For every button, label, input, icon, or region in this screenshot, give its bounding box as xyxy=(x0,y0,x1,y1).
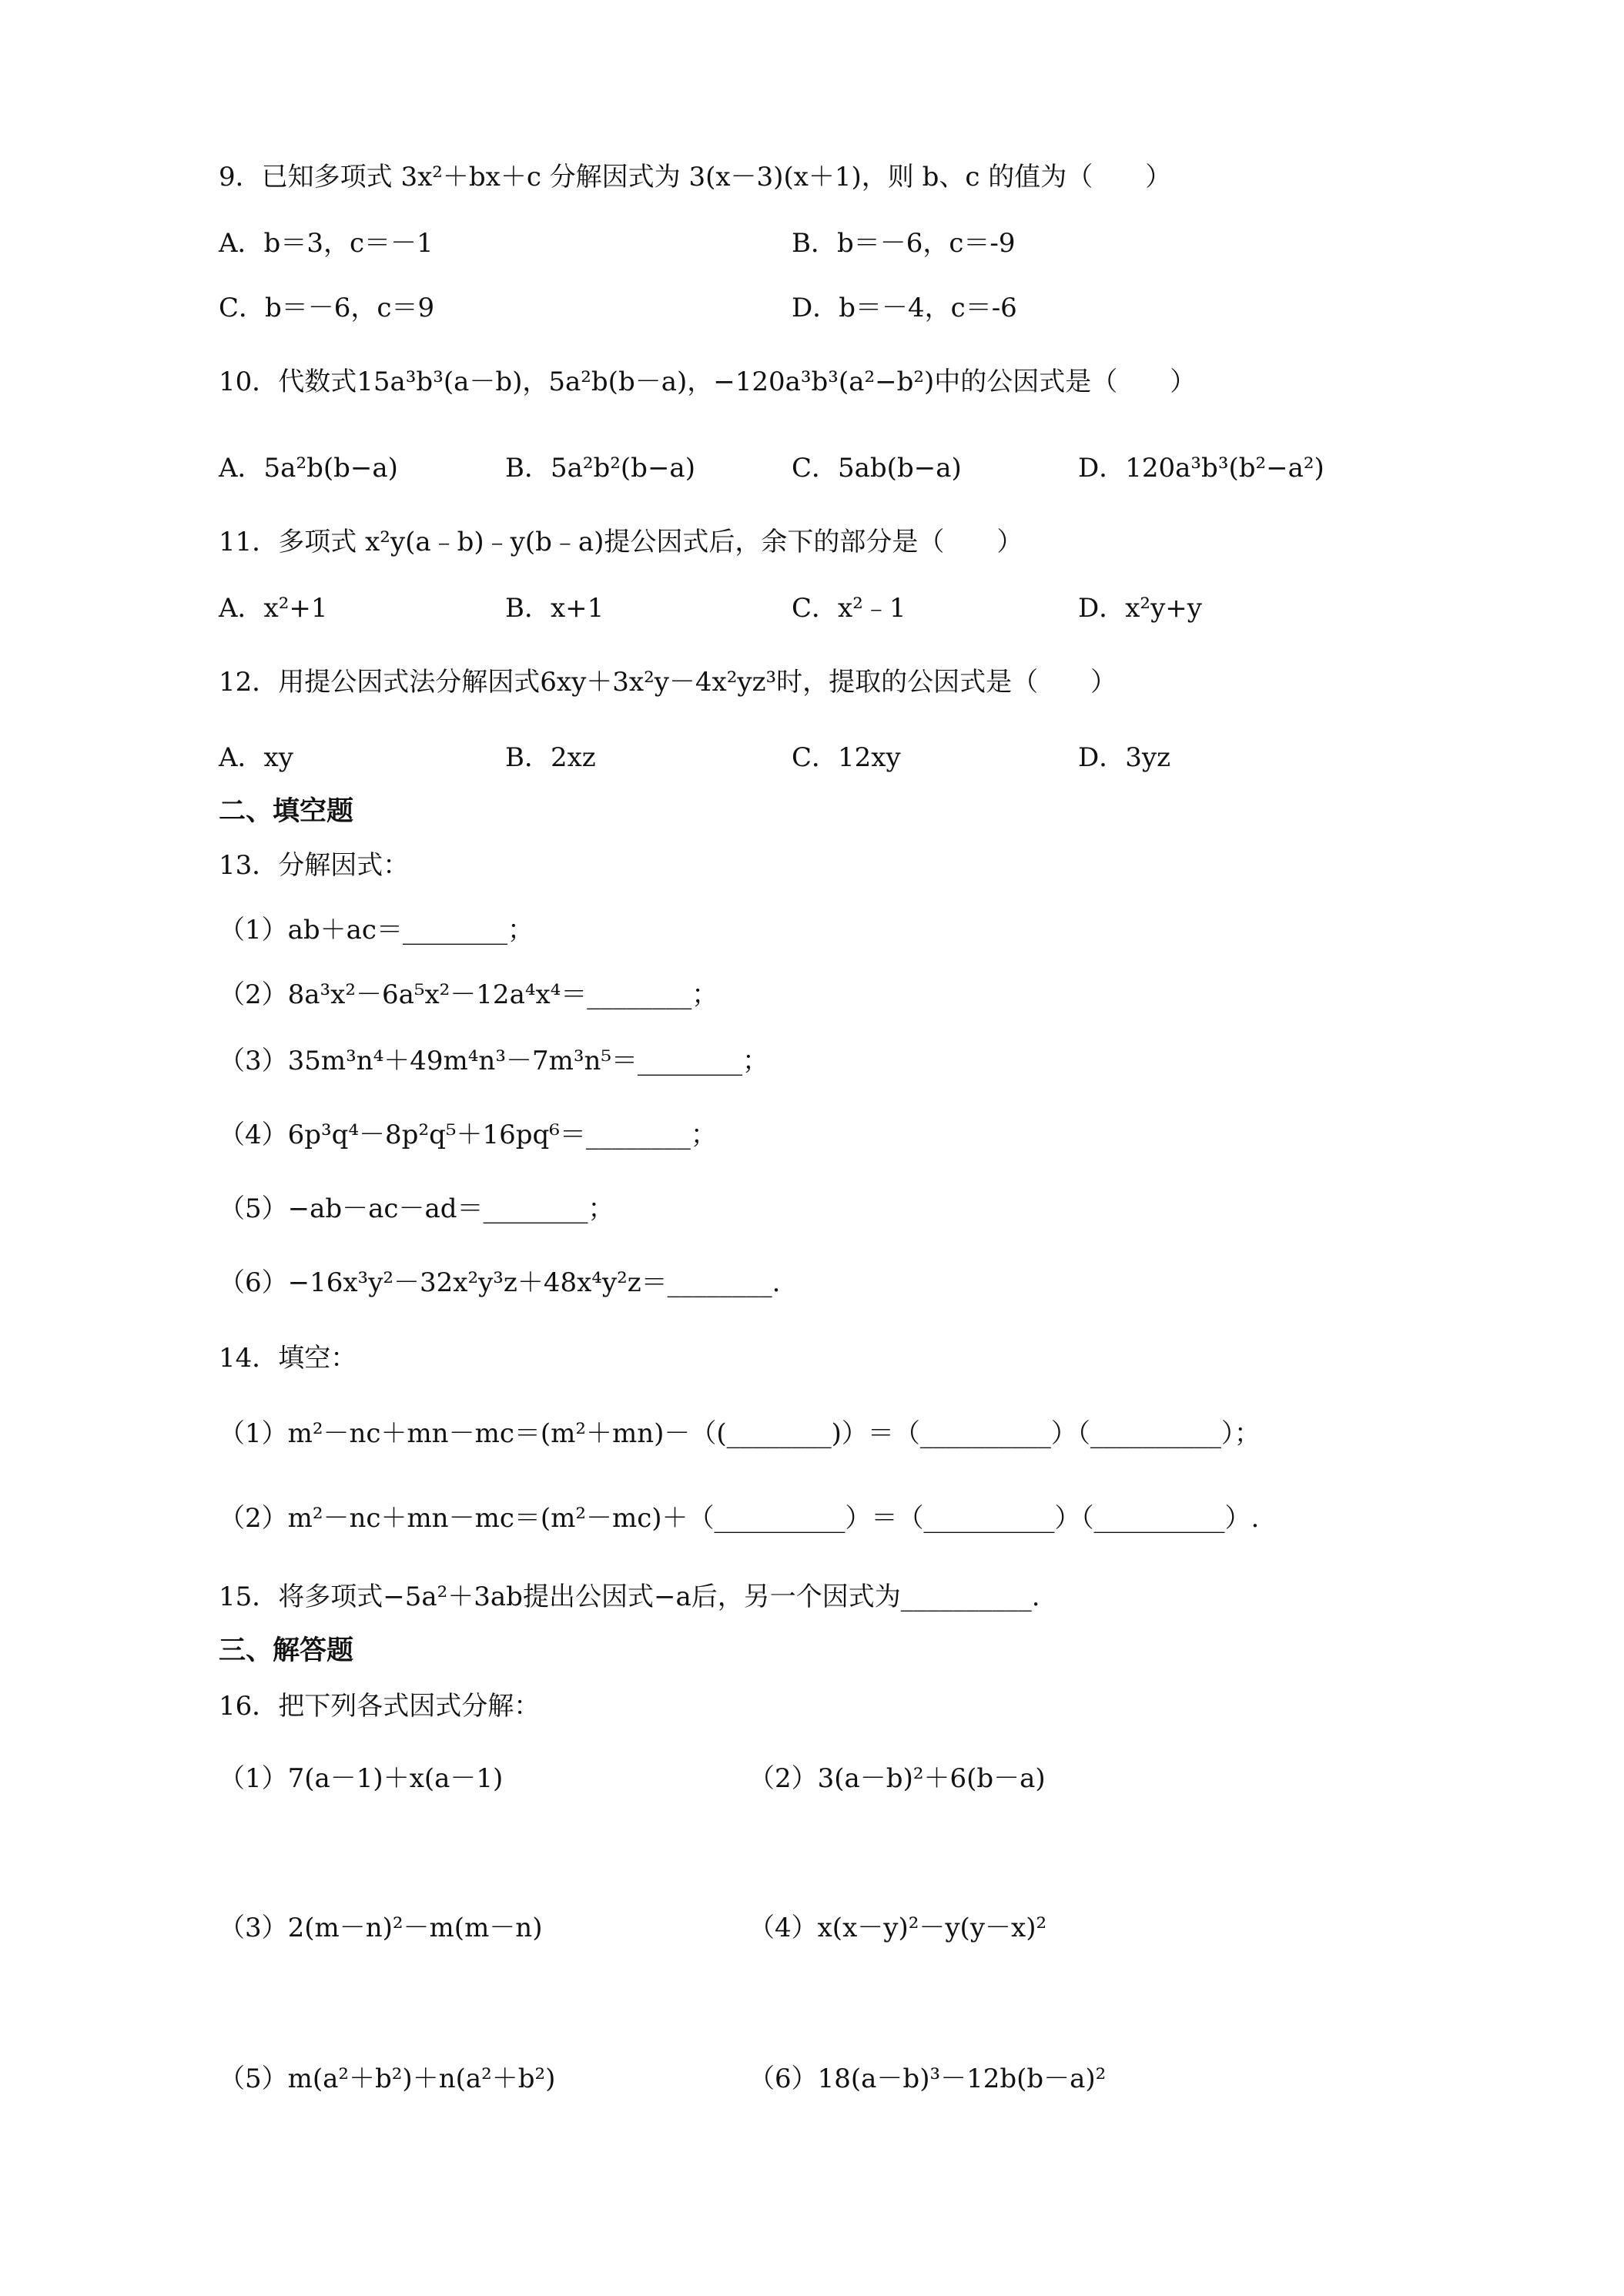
question-12-option-c: C．12xy xyxy=(792,742,901,773)
question-13-item-3: （3）35m³n⁴＋49m⁴n³－7m³n⁵＝________； xyxy=(219,1046,768,1076)
question-13-item-5: （5）−ab－ac－ad＝________； xyxy=(219,1193,614,1224)
question-15-stem: 15．将多项式−5a²＋3ab提出公因式−a后，另一个因式为__________. xyxy=(219,1581,1040,1612)
question-16-item-6: （6）18(a－b)³－12b(b－a)² xyxy=(748,2063,1107,2094)
question-16-item-2: （2）3(a－b)²＋6(b－a) xyxy=(748,1763,1046,1794)
question-10-option-b: B．5a²b²(b−a) xyxy=(505,453,695,484)
question-13-stem: 13．分解因式： xyxy=(219,850,410,881)
question-9-option-d: D．b＝－4，c＝-6 xyxy=(792,293,1017,323)
question-11-option-b: B．x+1 xyxy=(505,593,604,624)
question-10-option-c: C．5ab(b−a) xyxy=(792,453,962,484)
question-10-stem: 10．代数式15a³b³(a－b)，5a²b(b－a)，−120a³b³(a²−b²)中的公因式是（ ） xyxy=(219,366,1197,397)
section-2-title: 二、填空题 xyxy=(219,796,354,827)
question-12-option-a: A．xy xyxy=(219,742,293,773)
question-11-option-c: C．x²﹣1 xyxy=(792,593,906,624)
question-10-option-d: D．120a³b³(b²−a²) xyxy=(1078,453,1324,484)
question-9-option-c: C．b＝－6，c＝9 xyxy=(219,293,435,323)
question-16-item-1: （1）7(a－1)＋x(a－1) xyxy=(219,1763,504,1794)
section-3-title: 三、解答题 xyxy=(219,1635,354,1666)
question-9-option-a: A．b＝3，c＝－1 xyxy=(219,228,434,259)
question-11-stem: 11．多项式 x²y(a﹣b)﹣y(b﹣a)提公因式后，余下的部分是（ ） xyxy=(219,527,1023,557)
question-13-item-2: （2）8a³x²－6a⁵x²－12a⁴x⁴＝________； xyxy=(219,979,718,1010)
question-14-item-2: （2）m²－nc＋mn－mc＝(m²－mc)＋（__________）＝（__________）（__________）. xyxy=(219,1503,1260,1534)
question-14-stem: 14．填空： xyxy=(219,1343,357,1374)
question-16-item-3: （3）2(m－n)²－m(m－n) xyxy=(219,1913,543,1943)
question-16-item-4: （4）x(x－y)²－y(y－x)² xyxy=(748,1913,1047,1943)
question-14-item-1: （1）m²－nc＋mn－mc＝(m²＋mn)－（(________)）＝（__________）（__________）； xyxy=(219,1418,1261,1449)
question-12-option-d: D．3yz xyxy=(1078,742,1171,773)
question-13-item-1: （1）ab＋ac＝________； xyxy=(219,915,534,946)
question-11-option-d: D．x²y+y xyxy=(1078,593,1202,624)
question-9-stem: 9．已知多项式 3x²＋bx＋c 分解因式为 3(x－3)(x＋1)，则 b、c 的值为（ ） xyxy=(219,162,1172,192)
question-13-item-6: （6）−16x³y²－32x²y³z＋48x⁴y²z＝________. xyxy=(219,1267,781,1298)
question-12-stem: 12．用提公因式法分解因式6xy＋3x²y－4x²yz³时，提取的公因式是（ ） xyxy=(219,667,1117,698)
question-16-item-5: （5）m(a²＋b²)＋n(a²＋b²) xyxy=(219,2063,556,2094)
question-13-item-4: （4）6p³q⁴－8p²q⁵＋16pq⁶＝________； xyxy=(219,1120,717,1150)
question-11-option-a: A．x²+1 xyxy=(219,593,328,624)
question-10-option-a: A．5a²b(b−a) xyxy=(219,453,398,484)
question-9-option-b: B．b＝－6，c＝-9 xyxy=(792,228,1016,259)
question-16-stem: 16．把下列各式因式分解： xyxy=(219,1691,541,1722)
question-12-option-b: B．2xz xyxy=(505,742,596,773)
